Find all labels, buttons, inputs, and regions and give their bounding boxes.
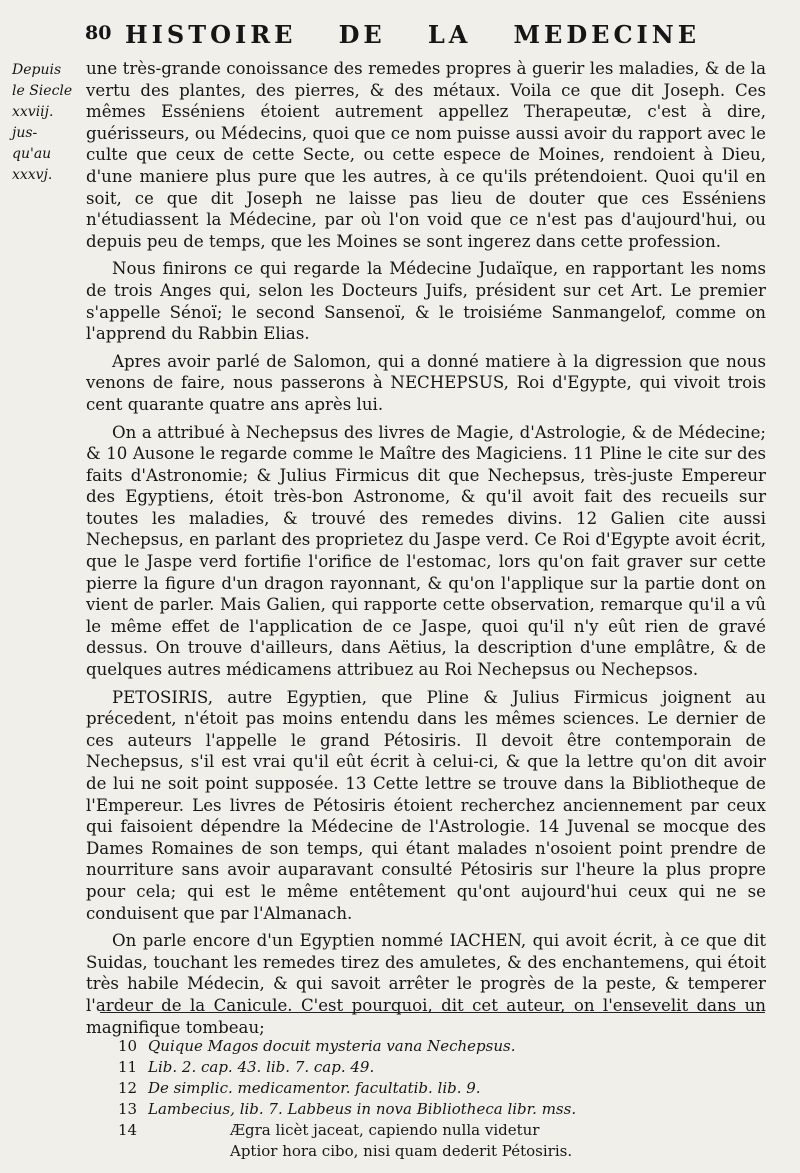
footnote-text: Quique Magos docuit mysteria vana Nechepsus. [148, 1037, 516, 1055]
footnote-number: 12 [118, 1079, 138, 1097]
margin-note-line: Depuis [12, 62, 62, 78]
footnote-number: 11 [118, 1058, 138, 1076]
footnote [118, 1036, 768, 1057]
footnote [118, 1099, 768, 1120]
main-text [86, 58, 766, 1038]
footnote-number: 14 [118, 1121, 138, 1139]
page-header [85, 22, 700, 52]
margin-note-line: xxviij. [12, 104, 54, 120]
paragraph-anges: Nous finirons ce qui regarde la Médecine Judaïque, en rapportant les noms de trois Anges qui, selon les Docteurs Juifs, président sur cet Art. Le premier s'appelle Sénoï; le second Sansenoï, & le troisiéme Sanmangelof, comme on l'apprend du Rabbin Elias. [86, 259, 766, 344]
page-number: 80 [85, 22, 112, 44]
margin-note-line: jus- [12, 125, 38, 141]
footnote [118, 1120, 768, 1162]
paragraph-nechepsus: On a attribué à Nechepsus des livres de Magie, d'Astrologie, & de Médecine; & 10 Ausone le regarde comme le Maître des Magiciens. 11 Pline le cite sur des faits d'Astronomie; & Julius Firmicus dit que Nechepsus, très-juste Empereur des Egyptiens, étoit très-bon Astronome, & qu'il avoit fait des recueils sur toutes les maladies, & trouvé des remedes divins. 12 Galien cite aussi Nechepsus, en parlant des proprietez du Jaspe verd. Ce Roi d'Egypte avoit écrit, que le Jaspe verd fortifie l'orifice de l'estomac, lors qu'on fait graver sur cette pierre la figure d'un dragon rayonnant, & qu'on l'applique sur la partie dont on vient de parler. Mais Galien, qui rapporte cette observation, remarque qu'il a vû le même effet de l'application de ce Jaspe, quoi qu'il n'y eût rien de gravé dessus. On trouve d'ailleurs, dans Aëtius, la description d'une emplâtre, & de quelques autres médicamens attribuez au Roi Nechepsus ou Nechepsos. [86, 422, 766, 680]
footnote [118, 1057, 768, 1078]
paragraph-esseniens: une très-grande conoissance des remedes propres à guerir les maladies, & de la vertu des plantes, des pierres, & des métaux. Voila ce que dit Joseph. Ces mêmes Esséniens étoient autrement appellez Therapeutæ, c'est à dire, guérisseurs, ou Médecins, quoi que ce nom puisse aussi avoir du rapport avec le culte que ceux de cette Secte, ou cette espece de Moines, rendoient à Dieu, d'une maniere plus pure que les autres, à ce qu'ils prétendoient. Quoi qu'il en soit, ce que dit Joseph ne laisse pas lieu de douter que ces Esséniens n'étudiassent la Médecine, par où l'on void que ce n'est pas d'aujourd'hui, ou depuis peu de temps, que les Moines se sont ingerez dans cette profession. [86, 59, 766, 251]
paragraph-petosiris: PETOSIRIS, autre Egyptien, que Pline & Julius Firmicus joignent au précedent, n'étoit pas moins entendu dans les mêmes sciences. Le dernier de ces auteurs l'appelle le grand Pétosiris. Il devoit être contemporain de Nechepsus, s'il est vrai qu'il eût écrit à celui-ci, & que la lettre qu'on dit avoir de lui ne soit point supposée. 13 Cette lettre se trouve dans la Bibliotheque de l'Empereur. Les livres de Pétosiris étoient recherchez anciennement par ceux qui faisoient dépendre la Médecine de l'Astrologie. 14 Juvenal se mocque des Dames Romaines de son temps, qui étant malades n'osoient point prendre de nourriture sans avoir auparavant consulté Pétosiris sur l'heure la plus propre pour cela; qui est le même entêtement qu'ont aujourd'hui ceux qui ne se conduisent que par l'Almanach. [86, 687, 766, 923]
footnote-number: 10 [118, 1037, 138, 1055]
paragraph-iachen: On parle encore d'un Egyptien nommé IACHEN, qui avoit écrit, à ce que dit Suidas, touchant les remedes tirez des amuletes, & des enchantemens, qui étoit très habile Médecin, & qui savoit arrêter le progrès de la peste, & temperer l'ardeur de la Canicule. C'est pourquoi, dit cet auteur, on l'ensevelit dans un magnifique tombeau; [86, 931, 766, 1037]
margin-note-line: le Siecle [12, 83, 73, 99]
paragraph-salomon: Apres avoir parlé de Salomon, qui a donné matiere à la digression que nous venons de faire, nous passerons à NECHEPSUS, Roi d'Egypte, qui vivoit trois cent quarante quatre ans après lui. [86, 351, 766, 414]
margin-note-line: xxxvj. [12, 167, 53, 183]
footnotes [118, 1036, 768, 1162]
running-title: HISTOIRE DE LA MEDECINE [125, 20, 700, 49]
footnote-text: De simplic. medicamentor. facultatib. lib. 9. [148, 1079, 481, 1097]
footnote-text: Lib. 2. cap. 43. lib. 7. cap. 49. [148, 1058, 375, 1076]
margin-note-line: qu'au [12, 146, 52, 162]
verse-line: Aptior hora cibo, nisi quam dederit Pétosiris. [230, 1142, 573, 1160]
footnote-number: 13 [118, 1100, 138, 1118]
footnote-text: Lambecius, lib. 7. Labbeus in nova Bibliotheca libr. mss. [148, 1100, 577, 1118]
margin-note [12, 60, 80, 186]
footnote-divider [100, 1012, 765, 1013]
verse-line: Ægra licèt jaceat, capiendo nulla videtur [230, 1121, 540, 1139]
footnote [118, 1078, 768, 1099]
footnote-verse [148, 1120, 768, 1162]
